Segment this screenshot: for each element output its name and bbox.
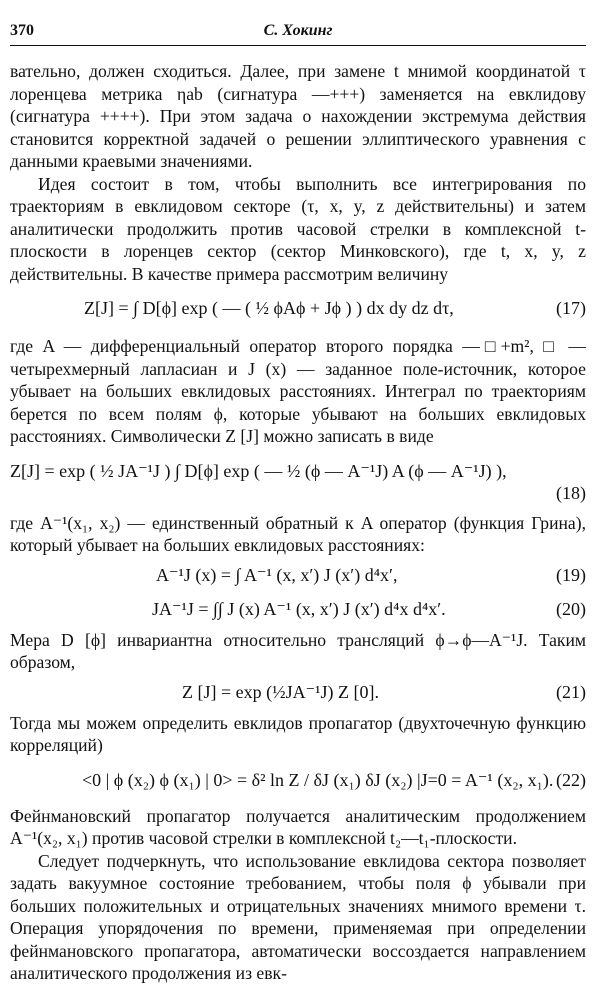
equation-20-number: (20) [556,598,586,619]
paragraph-7: Фейнмановский пропагатор получается аналитическим продолжением A⁻¹(x₂, x₁) против часовой стрелки в комплексной t₂—t₁-плоскости. [10,805,586,848]
running-head: С. Хокинг [263,22,333,39]
paragraph-6: Тогда мы можем определить евклидов пропагатор (двухточечную функцию корреляций) [10,712,586,755]
equation-17 [10,289,586,331]
paragraph-3: где A — дифференциальный оператор второго порядка —□+m², □ — четырехмерный лапласиан и J (x) — заданное поле-источник, которое убывает на больших евклидовых расстояниях. Интеграл по траекториям берется по всем полям ϕ, которые убывают на больших евклидовых расстояниях. Символически Z [J] можно записать в виде [10,336,586,446]
page-header [10,22,586,44]
equation-21-formula: Z [J] = exp (½JA⁻¹J) Z [0]. [182,681,380,702]
paragraph-5: Мера D [ϕ] инвариантна относительно трансляций ϕ→ϕ—A⁻¹J. Таким образом, [10,629,586,672]
equation-22-number: (22) [556,769,586,790]
paragraph-8: Следует подчеркнуть, что использование евклидова сектора позволяет задать вакуумное состояние требованием, чтобы поля ϕ убывали при больших положительных и отрицательных значениях мнимого времени τ. Операция упорядочения по времени, применяемая при определении фейнмановского пропагатора, автоматически воссоздается направлением аналитического продолжения из евк- [10,850,586,983]
equation-19-formula: A⁻¹J (x) = ∫ A⁻¹ (x, x′) J (x′) d⁴x′, [156,564,398,585]
equation-18 [10,452,586,508]
paragraph-4: где A⁻¹(x₁, x₂) — единственный обратный к A оператор (функция Грина), который убывает на больших евклидовых расстояниях: [10,512,586,555]
equation-19-number: (19) [556,564,586,585]
header-rule [10,45,586,46]
equation-18-formula: Z[J] = exp ( ½ JA⁻¹J ) ∫ D[ϕ] exp ( — ½ (ϕ — A⁻¹J) A (ϕ — A⁻¹J) ), [10,460,507,481]
equation-20 [10,595,586,625]
paragraph-2: Идея состоит в том, чтобы выполнить все интегрирования по траекториям в евклидовом секторе (τ, x, y, z действительны) и затем аналитически продолжить против часовой стрелки в комплексной t-плоскости в лоренцев сектор (сектор Минковского), где t, x, y, z действительны. В качестве примера рассмотрим величину [10,173,586,284]
equation-19 [10,561,586,591]
page-body [10,60,586,985]
equation-17-formula: Z[J] = ∫ D[ϕ] exp ( — ( ½ ϕAϕ + Jϕ ) ) dx dy dz dτ, [84,298,454,318]
equation-21-number: (21) [556,681,586,702]
paragraph-1: вательно, должен сходиться. Далее, при замене t мнимой координатой τ лоренцева метрика ηab (сигнатура —+++) заменяется на евклидову (сигнатура ++++). При этом задача о нахождении экстремума действия становится корректной задачей о решении эллиптического уравнения с данными краевыми значениями. [10,61,586,171]
equation-22 [10,761,586,801]
page-number: 370 [10,22,34,39]
equation-21 [10,678,586,708]
equation-20-formula: JA⁻¹J = ∫∫ J (x) A⁻¹ (x, x′) J (x′) d⁴x d⁴x′. [152,598,446,619]
equation-18-number: (18) [556,482,586,503]
equation-22-formula: <0 | ϕ (x₂) ϕ (x₁) | 0> = δ² ln Z / δJ (x₁) δJ (x₂) |J=0 = A⁻¹ (x₂, x₁). [82,769,554,790]
equation-17-number: (17) [556,298,586,318]
